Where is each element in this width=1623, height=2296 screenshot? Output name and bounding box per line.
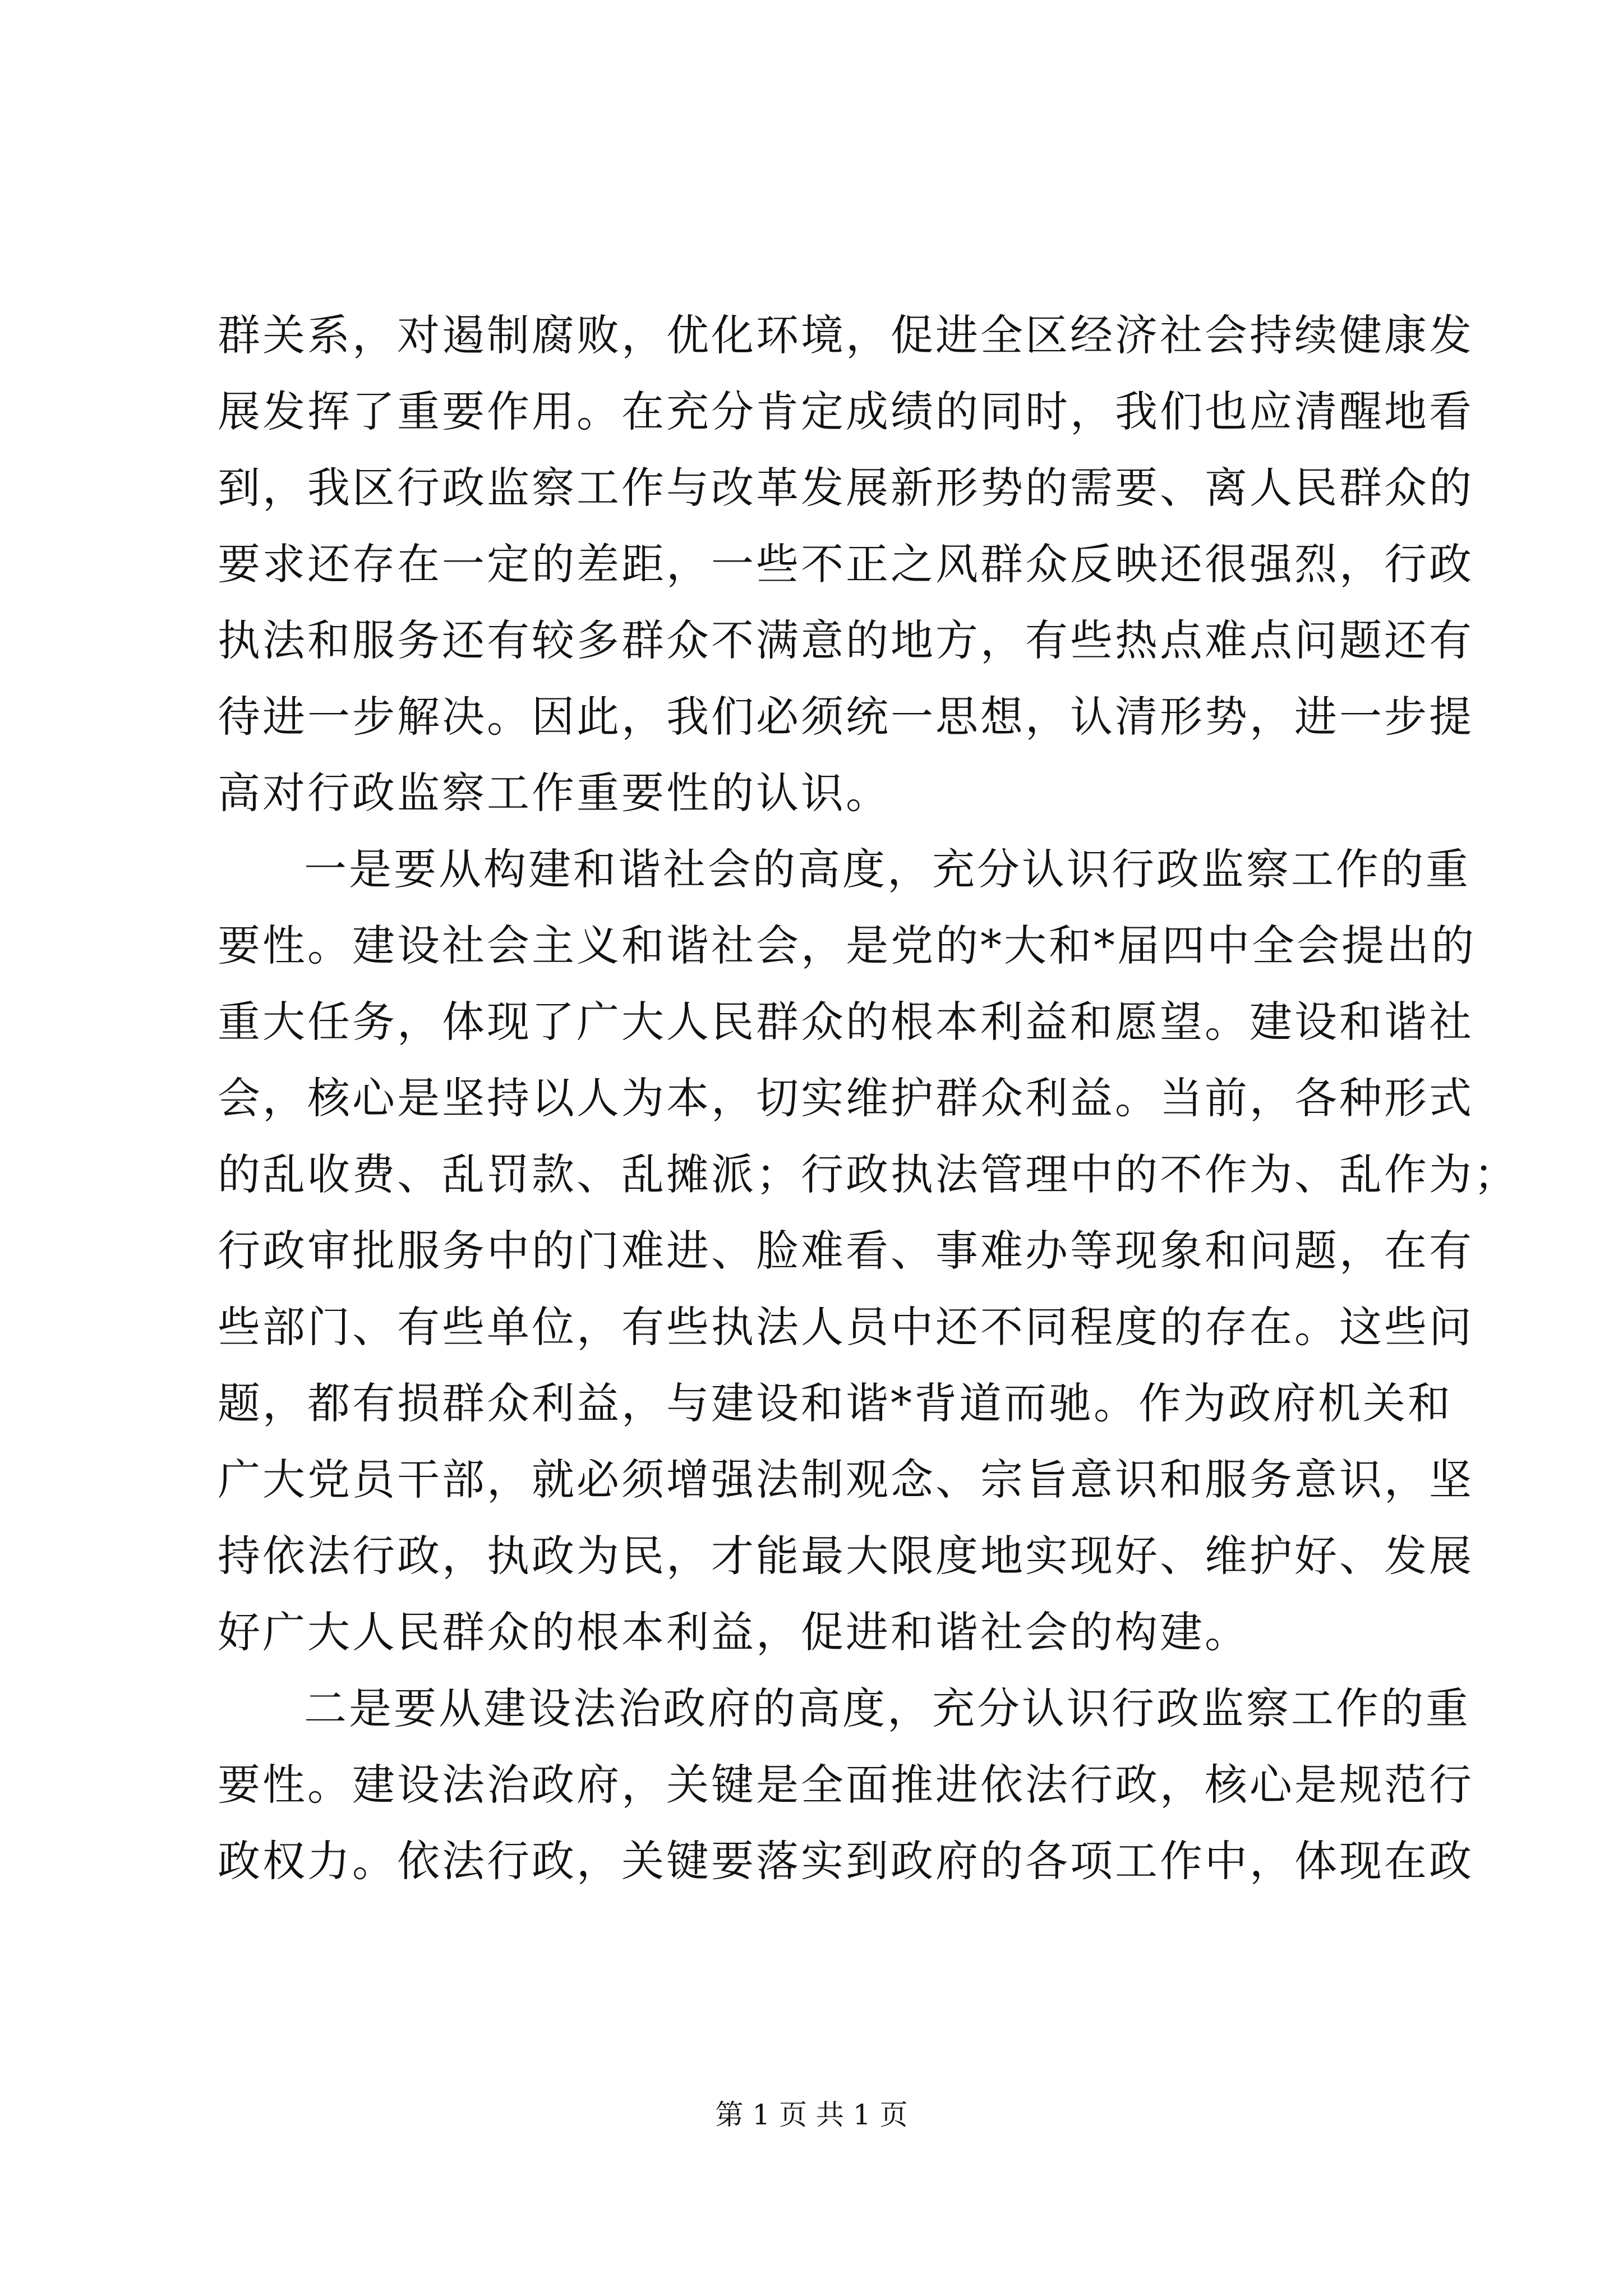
text-line: 群关系，对遏制腐败，优化环境，促进全区经济社会持续健康发 [218, 310, 1474, 360]
text-line: 会，核心是坚持以人为本，切实维护群众利益。当前，各种形式 [218, 1073, 1474, 1123]
text-line: 执法和服务还有较多群众不满意的地方，有些热点难点问题还有 [218, 615, 1474, 665]
text-line: 待进一步解决。因此，我们必须统一思想，认清形势，进一步提 [218, 692, 1474, 742]
text-line: 重大任务，体现了广大人民群众的根本利益和愿望。建设和谐社 [218, 997, 1474, 1047]
text-line: 政权力。依法行政，关键要落实到政府的各项工作中，体现在政 [218, 1836, 1474, 1886]
page-footer: 第 1 页 共 1 页 [715, 2099, 908, 2131]
text-line: 的乱收费、乱罚款、乱摊派；行政执法管理中的不作为、乱作为； [218, 1149, 1519, 1199]
text-line: 要性。建设法治政府，关键是全面推进依法行政，核心是规范行 [218, 1760, 1474, 1810]
text-line: 高对行政监察工作重要性的认识。 [218, 768, 891, 818]
text-line: 持依法行政，执政为民，才能最大限度地实现好、维护好、发展 [218, 1531, 1474, 1581]
text-line: 要求还存在一定的差距，一些不正之风群众反映还很强烈，行政 [218, 539, 1474, 589]
text-line: 到，我区行政监察工作与改革发展新形势的需要、离人民群众的 [218, 463, 1474, 513]
paragraph-start-line: 二是要从建设法治政府的高度，充分认识行政监察工作的重 [304, 1683, 1470, 1733]
text-line: 些部门、有些单位，有些执法人员中还不同程度的存在。这些问 [218, 1302, 1474, 1352]
text-line: 要性。建设社会主义和谐社会，是党的*大和*届四中全会提出的 [218, 921, 1476, 970]
text-line: 广大党员干部，就必须增强法制观念、宗旨意识和服务意识，坚 [218, 1455, 1474, 1504]
text-line: 好广大人民群众的根本利益，促进和谐社会的构建。 [218, 1607, 1249, 1657]
paragraph-start-line: 一是要从构建和谐社会的高度，充分认识行政监察工作的重 [304, 844, 1470, 894]
body-text [218, 297, 1519, 1899]
text-line: 题，都有损群众利益，与建设和谐*背道而驰。作为政府机关和 [218, 1378, 1453, 1428]
text-line: 展发挥了重要作用。在充分肯定成绩的同时，我们也应清醒地看 [218, 386, 1474, 436]
text-line: 行政审批服务中的门难进、脸难看、事难办等现象和问题，在有 [218, 1226, 1474, 1276]
